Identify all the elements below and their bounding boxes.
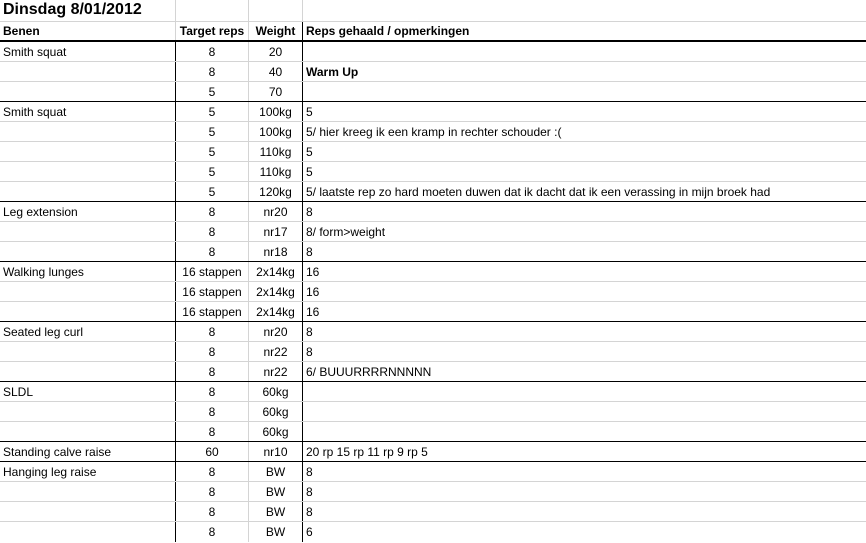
page-title: Dinsdag 8/01/2012 (3, 1, 142, 18)
cell-result[interactable]: 5/ laatste rep zo hard moeten duwen dat ik dacht dat ik een verassing in mijn broek had (306, 184, 771, 199)
table-row (0, 422, 866, 442)
cell-result[interactable]: 8 (306, 204, 313, 219)
cell-target-reps[interactable]: 8 (176, 482, 249, 501)
cell-weight[interactable]: nr20 (249, 322, 303, 341)
table-row (0, 122, 866, 142)
cell-target-reps[interactable]: 8 (176, 222, 249, 241)
cell-result[interactable]: 8 (306, 484, 313, 499)
table-header-row (0, 22, 866, 42)
cell-result[interactable]: 8 (306, 344, 313, 359)
cell-weight[interactable]: 2x14kg (249, 282, 303, 301)
cell-result[interactable]: 6/ BUUURRRRNNNNN (306, 364, 432, 379)
cell-target-reps[interactable]: 5 (176, 182, 249, 201)
empty-cell[interactable] (176, 0, 249, 21)
cell-weight[interactable]: nr18 (249, 242, 303, 261)
cell-weight[interactable]: nr22 (249, 342, 303, 361)
cell-result[interactable]: 6 (306, 525, 313, 539)
table-row (0, 522, 866, 542)
cell-exercise[interactable] (0, 302, 176, 321)
table-row (0, 282, 866, 302)
cell-weight[interactable]: 60kg (249, 422, 303, 441)
cell-exercise[interactable] (0, 362, 176, 381)
cell-weight[interactable]: 60kg (249, 402, 303, 421)
empty-cell[interactable] (303, 0, 866, 21)
table-row (0, 142, 866, 162)
cell-exercise[interactable]: Smith squat (0, 102, 176, 121)
cell-weight[interactable]: nr17 (249, 222, 303, 241)
table-row (0, 482, 866, 502)
cell-weight[interactable]: BW (249, 522, 303, 542)
cell-exercise[interactable]: Seated leg curl (0, 322, 176, 341)
cell-exercise[interactable] (0, 162, 176, 181)
table-row (0, 42, 866, 62)
table-row (0, 362, 866, 382)
cell-result[interactable]: 5 (306, 104, 313, 119)
cell-exercise[interactable] (0, 122, 176, 141)
cell-weight[interactable]: nr22 (249, 362, 303, 381)
cell-exercise[interactable] (0, 502, 176, 521)
cell-exercise[interactable] (0, 82, 176, 101)
cell-weight[interactable]: BW (249, 502, 303, 521)
cell-exercise[interactable] (0, 482, 176, 501)
table-row (0, 62, 866, 82)
cell-target-reps[interactable]: 8 (176, 242, 249, 261)
cell-exercise[interactable]: Leg extension (0, 202, 176, 221)
cell-result[interactable]: 8 (306, 324, 313, 339)
cell-result[interactable]: 16 (306, 284, 320, 299)
cell-target-reps[interactable]: 8 (176, 42, 249, 61)
cell-target-reps[interactable]: 16 stappen (176, 262, 249, 281)
cell-weight[interactable]: 20 (249, 42, 303, 61)
column-header-benen[interactable]: Benen (0, 22, 176, 40)
table-row (0, 502, 866, 522)
cell-exercise[interactable] (0, 402, 176, 421)
cell-target-reps[interactable]: 8 (176, 502, 249, 521)
cell-result[interactable]: 8 (306, 504, 313, 519)
table-row (0, 82, 866, 102)
cell-target-reps[interactable]: 8 (176, 522, 249, 542)
cell-result[interactable]: 20 rp 15 rp 11 rp 9 rp 5 (306, 444, 428, 459)
cell-target-reps[interactable]: 8 (176, 462, 249, 481)
cell-weight[interactable]: 110kg (249, 142, 303, 161)
cell-target-reps[interactable]: 8 (176, 382, 249, 401)
cell-target-reps[interactable]: 5 (176, 142, 249, 161)
cell-result[interactable]: 8/ form>weight (306, 224, 386, 239)
column-header-opmerkingen[interactable]: Reps gehaald / opmerkingen (306, 24, 470, 38)
cell-weight[interactable]: 40 (249, 62, 303, 81)
cell-target-reps[interactable]: 8 (176, 402, 249, 421)
cell-result[interactable]: 8 (306, 244, 313, 259)
cell-target-reps[interactable]: 5 (176, 162, 249, 181)
table-row (0, 322, 866, 342)
table-row (0, 102, 866, 122)
cell-weight[interactable]: 120kg (249, 182, 303, 201)
cell-target-reps[interactable]: 8 (176, 62, 249, 81)
cell-exercise[interactable] (0, 182, 176, 201)
cell-exercise[interactable] (0, 522, 176, 542)
cell-exercise[interactable] (0, 222, 176, 241)
cell-weight[interactable]: nr10 (249, 442, 303, 461)
cell-exercise[interactable] (0, 282, 176, 301)
cell-result[interactable]: 16 (306, 264, 320, 279)
cell-exercise[interactable]: Hanging leg raise (0, 462, 176, 481)
cell-target-reps[interactable]: 60 (176, 442, 249, 461)
cell-result[interactable] (303, 402, 866, 421)
cell-target-reps[interactable]: 5 (176, 82, 249, 101)
cell-result[interactable] (303, 42, 866, 61)
cell-weight[interactable]: 2x14kg (249, 302, 303, 321)
cell-exercise[interactable]: Smith squat (0, 42, 176, 61)
cell-result[interactable]: 16 (306, 304, 320, 319)
cell-weight[interactable]: 70 (249, 82, 303, 101)
cell-exercise[interactable] (0, 242, 176, 261)
cell-weight[interactable]: 100kg (249, 122, 303, 141)
cell-exercise[interactable]: Walking lunges (0, 262, 176, 281)
cell-result[interactable] (303, 82, 866, 101)
cell-target-reps[interactable]: 16 stappen (176, 302, 249, 321)
cell-weight[interactable]: 100kg (249, 102, 303, 121)
cell-exercise[interactable] (0, 142, 176, 161)
cell-weight[interactable]: 110kg (249, 162, 303, 181)
cell-exercise[interactable] (0, 62, 176, 81)
table-row (0, 342, 866, 362)
table-row (0, 182, 866, 202)
cell-target-reps[interactable]: 8 (176, 202, 249, 221)
cell-weight[interactable]: BW (249, 482, 303, 501)
cell-result[interactable]: 5 (306, 144, 313, 159)
cell-result[interactable] (303, 382, 866, 401)
empty-cell[interactable] (249, 0, 303, 21)
table-row (0, 162, 866, 182)
cell-result[interactable]: 5 (306, 164, 313, 179)
column-header-weight[interactable]: Weight (249, 22, 303, 40)
table-row (0, 402, 866, 422)
cell-weight[interactable]: BW (249, 462, 303, 481)
table-row (0, 222, 866, 242)
table-row (0, 442, 866, 462)
cell-target-reps[interactable]: 8 (176, 422, 249, 441)
cell-result[interactable]: 5/ hier kreeg ik een kramp in rechter schouder :( (306, 124, 562, 139)
cell-target-reps[interactable]: 8 (176, 362, 249, 381)
table-row (0, 462, 866, 482)
cell-target-reps[interactable]: 5 (176, 102, 249, 121)
cell-weight[interactable]: 2x14kg (249, 262, 303, 281)
cell-exercise[interactable]: SLDL (0, 382, 176, 401)
sheet-title-cell[interactable] (0, 0, 176, 21)
table-row (0, 302, 866, 322)
cell-exercise[interactable] (0, 422, 176, 441)
title-row (0, 0, 866, 22)
cell-result[interactable]: 8 (306, 464, 313, 479)
table-row (0, 202, 866, 222)
cell-weight[interactable]: nr20 (249, 202, 303, 221)
cell-target-reps[interactable]: 16 stappen (176, 282, 249, 301)
cell-exercise[interactable] (0, 342, 176, 361)
cell-exercise[interactable]: Standing calve raise (0, 442, 176, 461)
cell-target-reps[interactable]: 8 (176, 342, 249, 361)
cell-target-reps[interactable]: 5 (176, 122, 249, 141)
table-row (0, 262, 866, 282)
cell-target-reps[interactable]: 8 (176, 322, 249, 341)
table-row (0, 242, 866, 262)
cell-result[interactable] (303, 422, 866, 441)
cell-weight[interactable]: 60kg (249, 382, 303, 401)
table-body (0, 42, 866, 542)
table-row (0, 382, 866, 402)
column-header-target-reps[interactable]: Target reps (176, 22, 249, 40)
cell-result[interactable]: Warm Up (306, 64, 359, 79)
